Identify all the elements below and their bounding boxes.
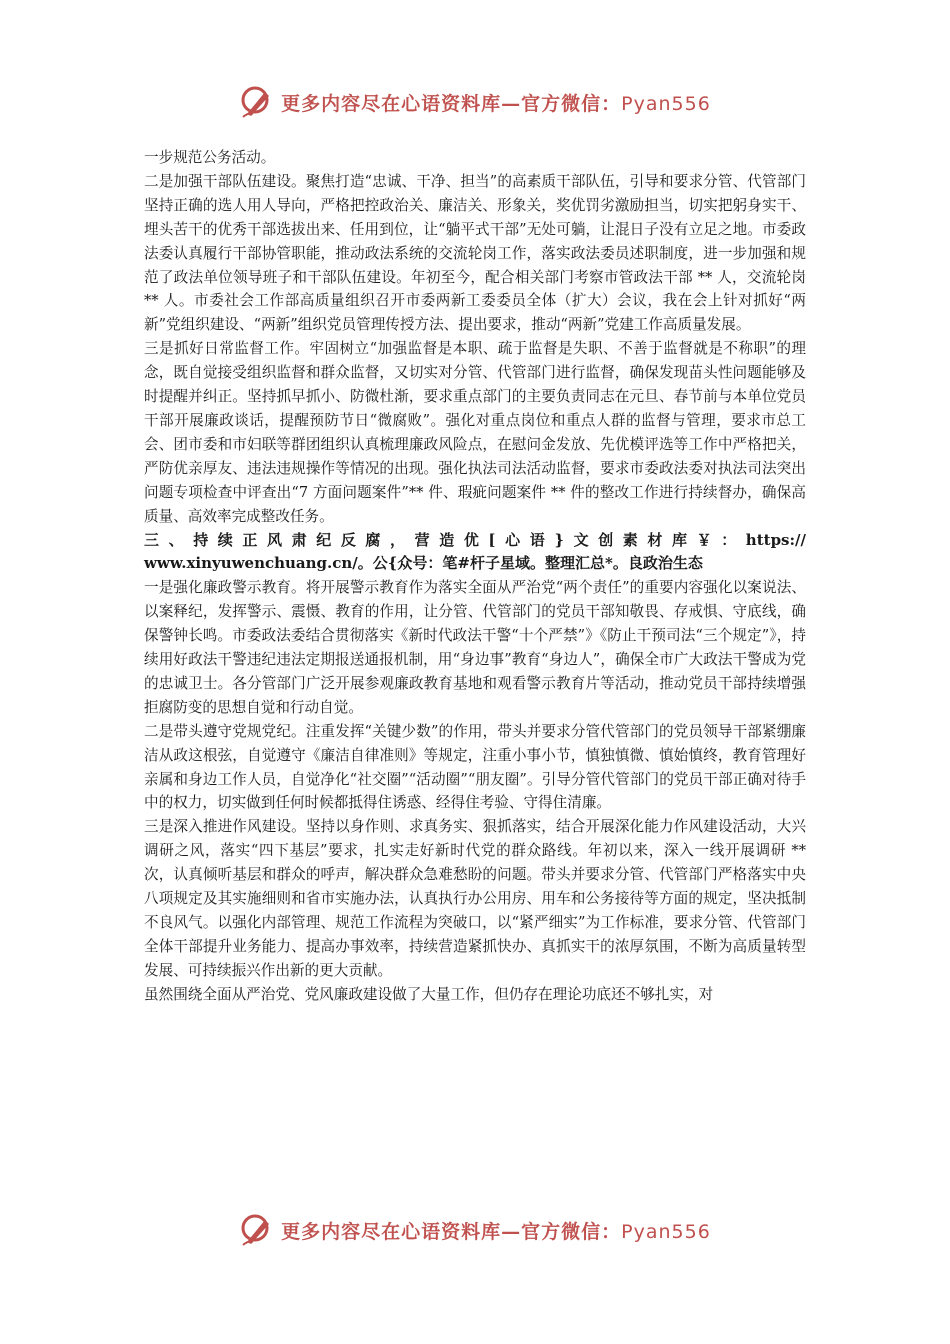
paragraph: 三是抓好日常监督工作。牢固树立“加强监督是本职、疏于监督是失职、不善于监督就是不称职”的理念，既自觉接受组织监督和群众监督，又切实对分管、代管部门进行监督，确保发现苗头性问题能够及时提醒并纠正。坚持抓早抓小、防微杜渐，要求重点部门的主要负责同志在元旦、春节前与本单位党员干部开展廉政谈话，提醒预防节日“微腐败”。强化对重点岗位和重点人群的监督与管理，要求市总工会、团市委和市妇联等群团组织认真梳理廉政风险点，在慰问金发放、先优模评选等工作中严格把关，严防优亲厚友、违法违规操作等情况的出现。强化执法司法活动监督，要求市委政法委对执法司法突出问题专项检查中评查出“7 方面问题案件”** 件、瑕疵问题案件 ** 件的整改工作进行持续督办，确保高质量、高效率完成整改任务。 — [144, 340, 806, 525]
pen-logo-icon — [239, 84, 275, 120]
paragraph: 一步规范公务活动。 — [144, 149, 276, 166]
paragraph: 二是带头遵守党规党纪。注重发挥“关键少数”的作用，带头并要求分管代管部门的党员领导干部紧绷廉洁从政这根弦，自觉遵守《廉洁自律准则》等规定，注重小事小节，慎独慎微、慎始慎终，教育管理好亲属和身边工作人员，自觉净化“社交圈”“活动圈”“朋友圈”。引导分管代管部门的党员干部正确对待手中的权力，切实做到任何时候都抵得住诱惑、经得住考验、守得住清廉。 — [144, 722, 806, 812]
paragraph: 二是加强干部队伍建设。聚焦打造“忠诚、干净、担当”的高素质干部队伍，引导和要求分管、代管部门坚持正确的选人用人导向，严格把控政治关、廉洁关、形象关，奖优罚劣激励担当，切实把躬身实干、埋头苦干的优秀干部选拔出来、任用到位，让“躺平式干部”无处可躺，让混日子没有立足之地。市委政法委认真履行干部协管职能，推动政法系统的交流轮岗工作，落实政法委员述职制度，进一步加强和规范了政法单位领导班子和干部队伍建设。年初至今，配合相关部门考察市管政法干部 ** 人，交流轮岗 ** 人。市委社会工作部高质量组织召开市委两新工委委员全体（扩大）会议，我在会上针对抓好“两新”党组织建设、“两新”组织党员管理传授方法、提出要求，推动“两新”党建工作高质量发展。 — [144, 172, 806, 334]
paragraph: 虽然围绕全面从严治党、党风廉政建设做了大量工作，但仍存在理论功底还不够扎实，对 — [144, 985, 714, 1003]
document-body — [144, 146, 806, 1007]
footer-banner-text: 更多内容尽在心语资料库—官方微信：Pyan556 — [281, 1220, 711, 1243]
section-heading-line2: www.xinyuwenchuang.cn/。公{众号：笔#杆子星域。整理汇总*。良政治生态 — [144, 554, 703, 573]
section-heading-line1: 三、持续正风肃纪反腐，营造优[心语}文创素材库￥：https:// — [144, 530, 806, 549]
footer-watermark-banner — [0, 1210, 950, 1250]
pen-logo-icon — [239, 1212, 275, 1248]
paragraph: 三是深入推进作风建设。坚持以身作则、求真务实、狠抓落实，结合开展深化能力作风建设活动，大兴调研之风，落实“四下基层”要求，扎实走好新时代党的群众路线。年初以来，深入一线开展调研 ** 次，认真倾听基层和群众的呼声，解决群众急难愁盼的问题。带头并要求分管、代管部门严格落实中央八项规定及其实施细则和省市实施办法，认真执行办公用房、用车和公务接待等方面的规定，坚决抵制不良风气。以强化内部管理、规范工作流程为突破口，以“紧严细实”为工作标准，要求分管、代管部门全体干部提升业务能力、提高办事效率，持续营造紧抓快办、真抓实干的浓厚氛围，不断为高质量转型发展、可持续振兴作出新的更大贡献。 — [144, 818, 806, 979]
header-banner-text: 更多内容尽在心语资料库—官方微信：Pyan556 — [281, 92, 711, 115]
paragraph: 一是强化廉政警示教育。将开展警示教育作为落实全面从严治党“两个责任”的重要内容强化以案说法、以案释纪，发挥警示、震慑、教育的作用，让分管、代管部门的党员干部知敬畏、存戒惧、守底线，确保警钟长鸣。市委政法委结合贯彻落实《新时代政法干警“十个严禁”》《防止干预司法“三个规定”》，持续用好政法干警违纪违法定期报送通报机制，用“身边事”教育“身边人”，确保全市广大政法干警成为党的忠诚卫士。各分管部门广泛开展参观廉政教育基地和观看警示教育片等活动，推动党员干部持续增强拒腐防变的思想自觉和行动自觉。 — [144, 579, 806, 716]
header-watermark-banner — [0, 82, 950, 122]
